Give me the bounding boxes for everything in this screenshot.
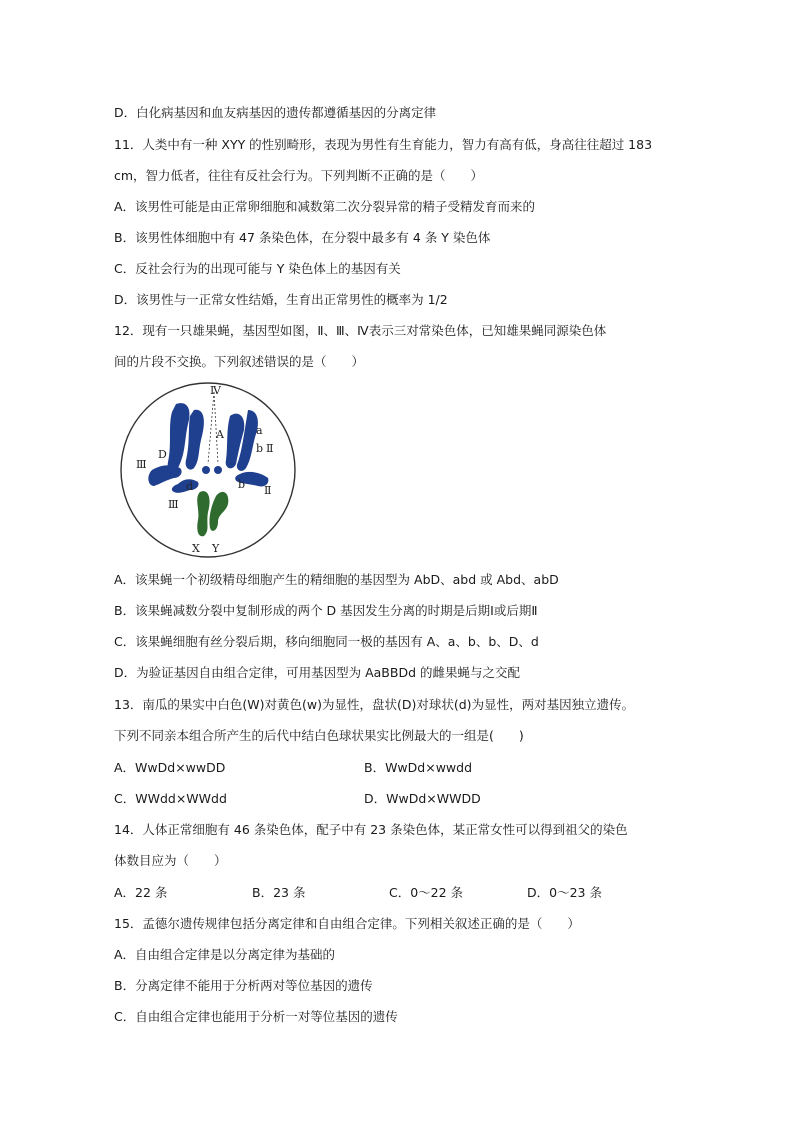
q13-option-d: D．WwDd×WWDD	[364, 791, 481, 806]
fruit-fly-chromosome-figure	[118, 380, 298, 560]
q13-option-c: C．WWdd×WWdd	[114, 791, 227, 806]
q13-stem-line2: 下列不同亲本组合所产生的后代中结白色球状果实比例最大的一组是( )	[114, 728, 524, 743]
q14-option-d: D．0～23 条	[527, 885, 602, 900]
q13-option-a: A．WwDd×wwDD	[114, 760, 226, 775]
q14-stem-line2: 体数目应为（ ）	[114, 853, 227, 868]
q15-stem: 15．孟德尔遗传规律包括分离定律和自由组合定律。下列相关叙述正确的是（ ）	[114, 916, 580, 931]
q15-option-a: A．自由组合定律是以分离定律为基础的	[114, 947, 336, 962]
label-II-bottom: Ⅱ	[264, 484, 272, 497]
label-gene-b-upper: b	[256, 442, 264, 455]
q12-option-a: A．该果蝇一个初级精母细胞产生的精细胞的基因型为 AbD、abd 或 Abd、abD	[114, 572, 559, 587]
q12-option-d: D．为验证基因自由组合定律，可用基因型为 AaBBDd 的雌果蝇与之交配	[114, 665, 520, 680]
label-gene-D: D	[158, 448, 167, 461]
q15-option-b: B．分离定律不能用于分析两对等位基因的遗传	[114, 978, 373, 993]
q13-option-b: B．WwDd×wwdd	[364, 760, 473, 775]
label-X: X	[192, 542, 200, 555]
label-Y: Y	[212, 542, 220, 555]
q14-option-a: A．22 条	[114, 885, 168, 900]
chromosome-IV-dot	[202, 466, 210, 474]
label-IV: Ⅳ	[210, 384, 221, 397]
q10-option-d: D．白化病基因和血友病基因的遗传都遵循基因的分离定律	[114, 105, 437, 120]
label-III-bottom: Ⅲ	[168, 498, 179, 511]
q11-stem-line2: cm，智力低者，往往有反社会行为。下列判断不正确的是（ ）	[114, 168, 484, 183]
chromosome-diagram	[118, 380, 298, 560]
q14-stem-line1: 14．人体正常细胞有 46 条染色体，配子中有 23 条染色体，某正常女性可以得到祖父的染色	[114, 822, 628, 837]
label-II-top: Ⅱ	[266, 442, 274, 455]
q11-stem-line1: 11．人类中有一种 XYY 的性别畸形，表现为男性有生育能力，智力有高有低，身高往往超过 183	[114, 137, 653, 152]
q12-option-b: B．该果蝇减数分裂中复制形成的两个 D 基因发生分离的时期是后期Ⅰ或后期Ⅱ	[114, 603, 538, 618]
q11-option-c: C．反社会行为的出现可能与 Y 染色体上的基因有关	[114, 261, 401, 276]
label-III-left: Ⅲ	[136, 458, 147, 471]
label-gene-A: A	[216, 428, 224, 441]
q12-stem-line2: 间的片段不交换。下列叙述错误的是（ ）	[114, 354, 365, 369]
chromosome-IV-dot	[214, 466, 222, 474]
q11-option-b: B．该男性体细胞中有 47 条染色体，在分裂中最多有 4 条 Y 染色体	[114, 230, 491, 245]
q15-option-c: C．自由组合定律也能用于分析一对等位基因的遗传	[114, 1009, 398, 1024]
q14-option-c: C．0～22 条	[389, 885, 464, 900]
label-gene-a: a	[256, 424, 263, 437]
q12-option-c: C．该果蝇细胞有丝分裂后期，移向细胞同一极的基因有 A、a、b、b、D、d	[114, 634, 539, 649]
label-gene-b-lower: b	[238, 478, 246, 491]
q12-stem-line1: 12．现有一只雄果蝇，基因型如图，Ⅱ、Ⅲ、Ⅳ表示三对常染色体，已知雄果蝇同源染色体	[114, 323, 607, 338]
q11-option-a: A．该男性可能是由正常卵细胞和减数第二次分裂异常的精子受精发育而来的	[114, 199, 536, 214]
q14-option-b: B．23 条	[252, 885, 306, 900]
q11-option-d: D．该男性与一正常女性结婚，生育出正常男性的概率为 1/2	[114, 292, 448, 307]
q13-stem-line1: 13．南瓜的果实中白色(W)对黄色(w)为显性，盘状(D)对球状(d)为显性，两对基因独立遗传。	[114, 697, 635, 712]
label-gene-d: d	[186, 480, 194, 493]
